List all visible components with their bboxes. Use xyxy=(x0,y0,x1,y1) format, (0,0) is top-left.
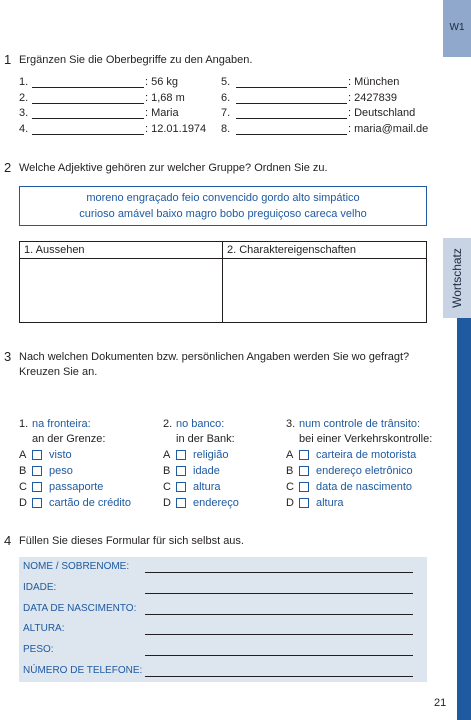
option-text: endereço eletrônico xyxy=(316,465,413,477)
option-letter: C xyxy=(19,481,27,493)
exercise-4-title: Füllen Sie dieses Formular für sich selbst aus. xyxy=(19,535,244,547)
item-value: : 12.01.1974 xyxy=(145,123,207,135)
group-title-pt: no banco: xyxy=(176,418,225,430)
option-text: data de nascimento xyxy=(316,481,413,493)
answer-line[interactable] xyxy=(32,103,144,104)
form-field-label: NÚMERO DE TELEFONE: xyxy=(23,665,143,676)
exercise-3-title-line-2: Kreuzen Sie an. xyxy=(19,366,98,378)
option-text: endereço xyxy=(193,497,239,509)
answer-line[interactable] xyxy=(236,103,347,104)
item-value: : 1,68 m xyxy=(145,92,185,104)
group-title-de: an der Grenze: xyxy=(32,433,106,445)
exercise-4-number: 4 xyxy=(4,533,12,548)
word-box-row-2: curioso amável baixo magro bobo preguiçoso careca velho xyxy=(79,208,367,220)
form-field-label: DATA DE NASCIMENTO: xyxy=(23,602,137,614)
option-checkbox[interactable] xyxy=(176,498,186,508)
section-tab xyxy=(443,238,471,318)
form-field-label: NOME / SOBRENOME: xyxy=(23,561,130,572)
option-text: altura xyxy=(193,481,221,493)
option-letter: D xyxy=(163,497,171,509)
item-number: 7. xyxy=(221,107,231,119)
item-value: : Deutschland xyxy=(348,107,416,119)
word-box-row-1: moreno engraçado feio convencido gordo alto simpático xyxy=(86,192,360,204)
option-checkbox[interactable] xyxy=(32,498,42,508)
option-checkbox[interactable] xyxy=(32,482,42,492)
item-value: : maria@mail.de xyxy=(348,123,429,135)
option-checkbox[interactable] xyxy=(299,482,309,492)
answer-line[interactable] xyxy=(236,134,347,135)
form-field-line[interactable] xyxy=(145,593,413,594)
answer-line[interactable] xyxy=(236,87,347,88)
exercise-2-number: 2 xyxy=(4,160,12,175)
option-text: idade xyxy=(193,465,220,477)
option-letter: A xyxy=(19,449,27,461)
exercise-1-title: Ergänzen Sie die Oberbegriffe zu den Angaben. xyxy=(19,54,253,66)
group-number: 2. xyxy=(163,418,173,430)
item-number: 2. xyxy=(19,92,29,104)
form-field-line[interactable] xyxy=(145,634,413,635)
option-checkbox[interactable] xyxy=(176,450,186,460)
item-value: : Maria xyxy=(145,107,179,119)
form-field-label: ALTURA: xyxy=(23,623,65,635)
sidebar-accent-bar xyxy=(457,318,471,720)
column-header-appearance: 1. Aussehen xyxy=(20,242,222,259)
option-text: passaporte xyxy=(49,481,104,493)
item-value: : München xyxy=(348,76,400,88)
option-letter: A xyxy=(163,449,171,461)
item-number: 4. xyxy=(19,123,29,135)
group-title-de: in der Bank: xyxy=(176,433,235,445)
form-field-line[interactable] xyxy=(145,655,413,656)
chapter-tab xyxy=(443,0,471,57)
option-letter: A xyxy=(286,449,294,461)
form-field-line[interactable] xyxy=(145,676,413,677)
option-checkbox[interactable] xyxy=(299,466,309,476)
answer-line[interactable] xyxy=(236,118,347,119)
group-number: 1. xyxy=(19,418,29,430)
answer-line[interactable] xyxy=(32,118,144,119)
option-text: visto xyxy=(49,449,72,461)
option-letter: C xyxy=(163,481,171,493)
option-checkbox[interactable] xyxy=(32,450,42,460)
option-text: religião xyxy=(193,449,229,461)
item-number: 3. xyxy=(19,107,29,119)
exercise-1-number: 1 xyxy=(4,52,12,67)
group-number: 3. xyxy=(286,418,296,430)
chapter-tab-label: W1 xyxy=(449,22,465,33)
option-letter: D xyxy=(19,497,27,509)
exercise-3-number: 3 xyxy=(4,349,12,364)
item-number: 1. xyxy=(19,76,29,88)
option-text: cartão de crédito xyxy=(49,497,131,509)
group-title-de: bei einer Verkehrskontrolle: xyxy=(299,433,433,445)
personal-data-form xyxy=(19,557,427,682)
group-title-pt: na fronteira: xyxy=(32,418,91,430)
item-number: 5. xyxy=(221,76,231,88)
option-checkbox[interactable] xyxy=(299,498,309,508)
item-number: 8. xyxy=(221,123,231,135)
option-checkbox[interactable] xyxy=(32,466,42,476)
option-text: peso xyxy=(49,465,73,477)
exercise-3-title-line-1: Nach welchen Dokumenten bzw. persönlichen Angaben werden Sie wo gefragt? xyxy=(19,351,410,363)
word-box xyxy=(19,186,427,226)
option-checkbox[interactable] xyxy=(176,482,186,492)
form-field-label: PESO: xyxy=(23,644,54,656)
option-letter: C xyxy=(286,481,294,493)
option-checkbox[interactable] xyxy=(299,450,309,460)
page-number: 21 xyxy=(434,697,447,709)
answer-line[interactable] xyxy=(32,87,144,88)
option-letter: B xyxy=(163,465,171,477)
item-value: : 2427839 xyxy=(348,92,397,104)
option-text: carteira de motorista xyxy=(316,449,417,461)
form-field-line[interactable] xyxy=(145,572,413,573)
option-letter: B xyxy=(286,465,294,477)
option-text: altura xyxy=(316,497,344,509)
sorting-table xyxy=(19,241,427,323)
option-letter: D xyxy=(286,497,294,509)
answer-line[interactable] xyxy=(32,134,144,135)
option-letter: B xyxy=(19,465,27,477)
option-checkbox[interactable] xyxy=(176,466,186,476)
form-field-label: IDADE: xyxy=(23,581,57,593)
column-header-character: 2. Charaktereigenschaften xyxy=(223,242,426,259)
item-number: 6. xyxy=(221,92,231,104)
exercise-2-title: Welche Adjektive gehören zur welcher Gruppe? Ordnen Sie zu. xyxy=(19,162,328,174)
form-field-line[interactable] xyxy=(145,614,413,615)
group-title-pt: num controle de trânsito: xyxy=(299,418,421,430)
section-tab-label: Wortschatz xyxy=(450,248,464,308)
item-value: : 56 kg xyxy=(145,76,179,88)
column-divider xyxy=(222,242,223,322)
